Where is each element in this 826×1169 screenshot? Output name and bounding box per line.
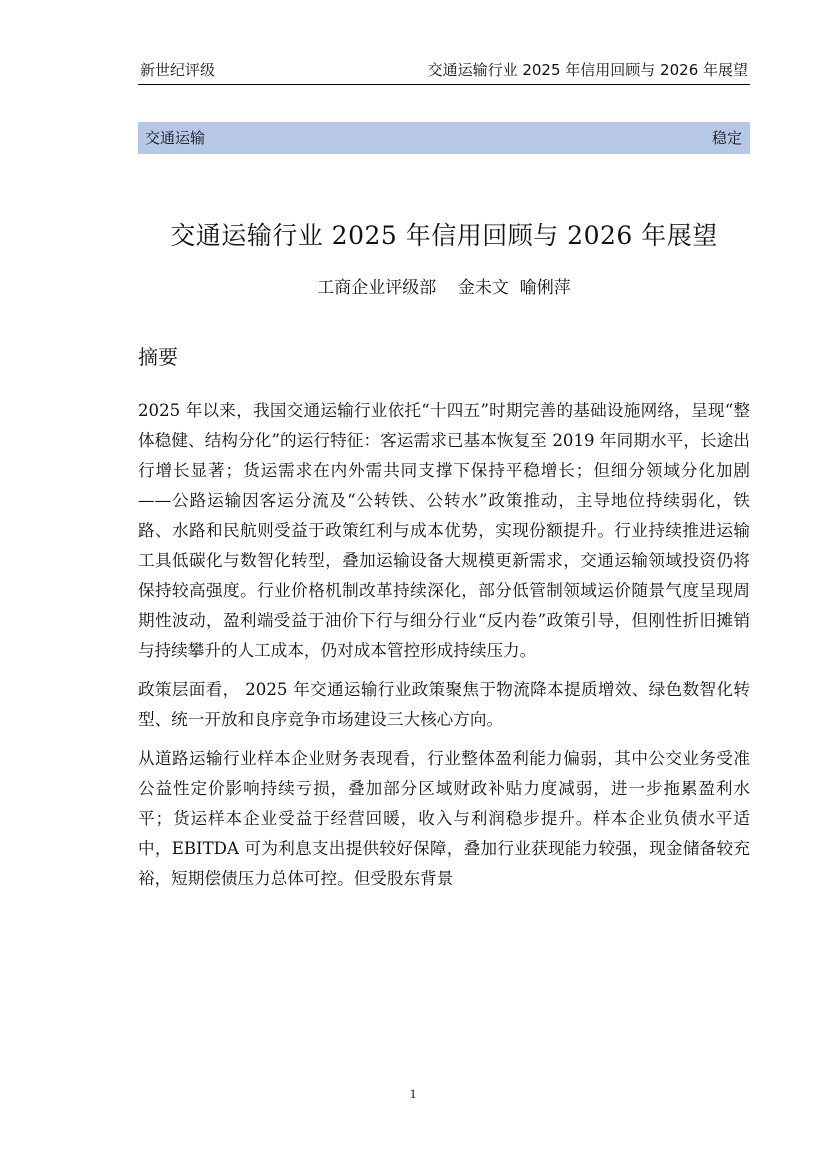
industry-outlook-band: [138, 122, 750, 154]
outlook-label: 稳定: [711, 129, 742, 147]
header-report-title: 交通运输行业 2025 年信用回顾与 2026 年展望: [427, 61, 748, 79]
abstract-heading: 摘要: [138, 345, 178, 369]
abstract-body: [138, 396, 750, 903]
paragraph: 2025 年以来，我国交通运输行业依托“十四五”时期完善的基础设施网络，呈现“整体稳健、结构分化”的运行特征：客运需求已基本恢复至 2019 年同期水平，长途出行增长显著；货运需求在内外需共同支撑下保持平稳增长；但细分领域分化加剧——公路运输因客运分流及“公转铁、公转水”政策推动，主导地位持续弱化，铁路、水路和民航则受益于政策红利与成本优势，实现份额提升。行业持续推进运输工具低碳化与数智化转型，叠加运输设备大规模更新需求，交通运输领域投资仍将保持较高强度。行业价格机制改革持续深化，部分低管制领域运价随景气度呈现周期性波动，盈利端受益于油价下行与细分行业“反内卷”政策引导，但刚性折旧摊销与持续攀升的人工成本，仍对成本管控形成持续压力。: [138, 401, 750, 660]
industry-label: 交通运输: [145, 129, 206, 147]
paragraph: 从道路运输行业样本企业财务表现看，行业整体盈利能力偏弱，其中公交业务受准公益性定价影响持续亏损，叠加部分区域财政补贴力度减弱，进一步拖累盈利水平；货运样本企业受益于经营回暖，收入与利润稳步提升。样本企业负债水平适中，EBITDA 可为利息支出提供较好保障，叠加行业获现能力较强，现金储备较充裕，短期偿债压力总体可控。但受股东背景: [138, 749, 750, 888]
page-number: 1: [409, 1086, 417, 1101]
paragraph: 政策层面看， 2025 年交通运输行业政策聚焦于物流降本提质增效、绿色数智化转型、统一开放和良序竞争市场建设三大核心方向。: [138, 680, 750, 729]
page-title: 交通运输行业 2025 年信用回顾与 2026 年展望: [170, 221, 718, 250]
authors-line: 工商企业评级部 金未文 喻俐萍: [317, 278, 571, 298]
header-org: 新世纪评级: [140, 61, 216, 79]
running-header: [138, 58, 750, 85]
